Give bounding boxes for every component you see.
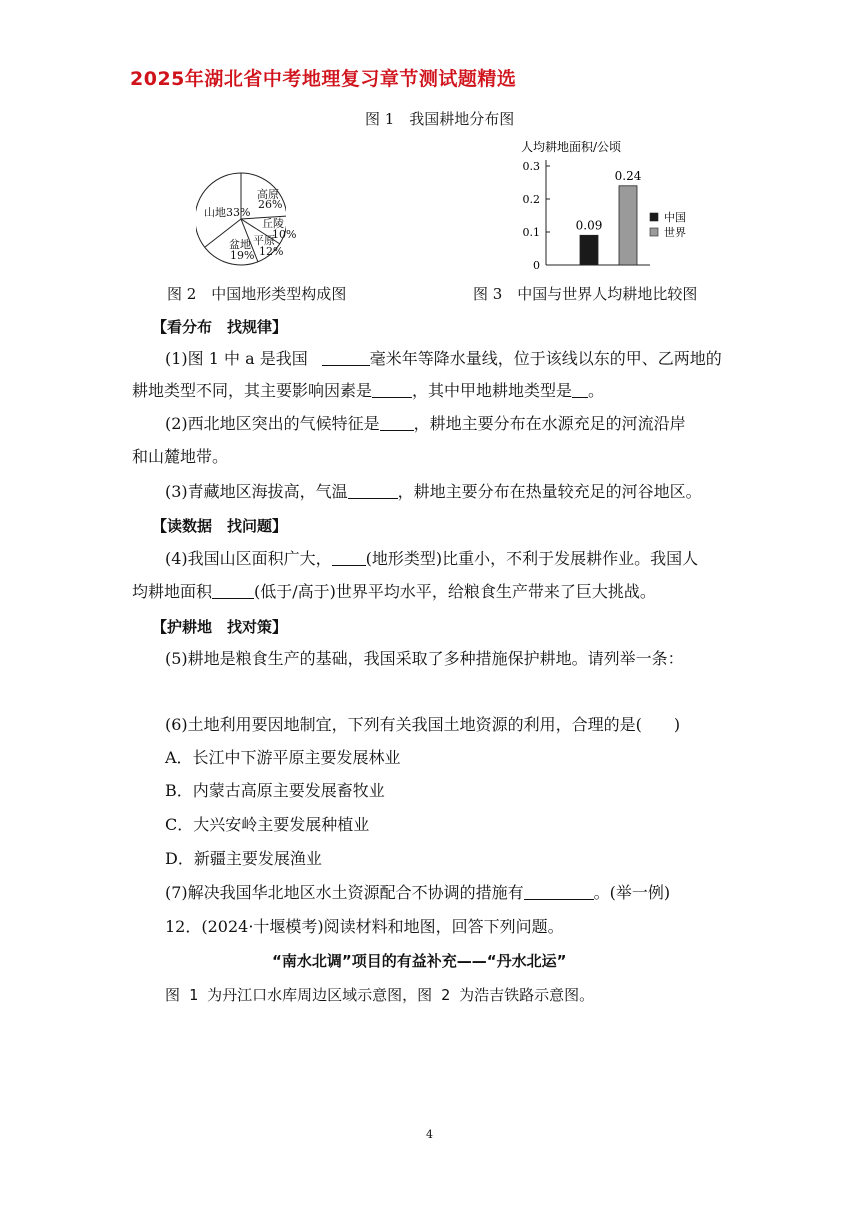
pie-pct-hill: 10%	[272, 228, 297, 241]
q1-text-d: ，其中甲地耕地类型是	[412, 381, 573, 400]
bar-world	[619, 186, 637, 265]
bar-china	[580, 235, 598, 265]
pie-label-hill: 丘陵	[262, 217, 284, 230]
q2-text-b: ，耕地主要分布在水源充足的河流沿岸	[413, 414, 686, 433]
q7-text-a: (7)解决我国华北地区水土资源配合不协调的措施有	[165, 883, 524, 902]
question-6-option-d[interactable]: D．新疆主要发展渔业	[165, 849, 322, 868]
q2-text-a: (2)西北地区突出的气候特征是	[165, 414, 380, 433]
figure2-caption: 图 2 中国地形类型构成图	[167, 285, 347, 303]
question-1-line-2	[132, 380, 604, 402]
question-4-line-1	[165, 548, 698, 570]
question-6-option-c[interactable]: C．大兴安岭主要发展种植业	[165, 815, 370, 834]
legend-label: 中国	[664, 211, 686, 224]
q1-blank-3[interactable]	[572, 381, 588, 398]
pie-pct-basin: 19%	[230, 249, 255, 262]
question-4-line-2	[132, 581, 656, 603]
question-7	[165, 882, 670, 904]
figure1-caption: 图 1 我国耕地分布图	[365, 110, 515, 128]
q3-text-b: ，耕地主要分布在热量较充足的河谷地区。	[397, 482, 702, 501]
bar-chart-tick-label: 0.3	[522, 160, 540, 173]
page-header: 2025年湖北省中考地理复习章节测试题精选	[130, 68, 517, 90]
question-3-line-1	[165, 481, 702, 503]
question-6-stem: (6)土地利用要因地制宜，下列有关我国土地资源的利用，合理的是( )	[165, 715, 681, 734]
bar-chart-tick-label: 0.1	[522, 226, 540, 239]
section-heading-data: 【读数据 找问题】	[152, 517, 288, 535]
bar-chart-tick-label: 0	[533, 259, 540, 272]
q4-text-a: (4)我国山区面积广大，	[165, 549, 332, 568]
q1-text-a: (1)图 1 中 a 是我国	[165, 349, 308, 368]
q1-blank-1[interactable]	[322, 349, 370, 366]
q1-blank-2[interactable]	[372, 381, 412, 398]
question-1-line-1	[165, 348, 722, 370]
pie-label-plateau: 高原	[257, 188, 279, 201]
bar-data-label: 0.09	[575, 218, 603, 233]
q2-blank-1[interactable]	[380, 414, 414, 431]
pie-pct-plateau: 26%	[258, 198, 283, 211]
q3-text-a: (3)青藏地区海拔高，气温	[165, 482, 348, 501]
pie-pct-plain: 12%	[259, 245, 284, 258]
pie-label-mountain: 山地33%	[204, 206, 251, 219]
q4-text-b: (地形类型)比重小，不利于发展耕作业。我国人	[365, 549, 699, 568]
pie-label-plain: 平原	[253, 234, 275, 247]
q4-text-c: 均耕地面积	[132, 582, 213, 601]
legend-label: 世界	[664, 226, 686, 239]
q7-text-b: 。(举一例)	[593, 883, 671, 902]
q7-blank-1[interactable]	[524, 883, 594, 900]
q4-blank-1[interactable]	[332, 549, 366, 566]
figure3-caption: 图 3 中国与世界人均耕地比较图	[473, 285, 698, 303]
q1-text-e: 。	[588, 381, 605, 400]
question-2-line-1	[165, 413, 686, 435]
question-6-option-b[interactable]: B．内蒙古高原主要发展畜牧业	[165, 781, 385, 800]
question-6-option-a[interactable]: A．长江中下游平原主要发展林业	[165, 748, 401, 767]
legend-swatch	[650, 213, 658, 221]
pie-label-basin: 盆地	[229, 238, 251, 251]
question-5: (5)耕地是粮食生产的基础，我国采取了多种措施保护耕地。请列举一条：	[165, 649, 684, 668]
bar-chart-ylabel: 人均耕地面积/公顷	[521, 140, 622, 154]
farmland-bar-chart	[500, 140, 710, 275]
page-number: 4	[426, 1128, 433, 1141]
question-12-intro: 12．(2024·十堰模考)阅读材料和地图，回答下列问题。	[165, 917, 564, 936]
q4-blank-2[interactable]	[212, 582, 254, 599]
question-2-line-2: 和山麓地带。	[132, 447, 229, 466]
q1-text-c: 耕地类型不同，其主要影响因素是	[132, 381, 373, 400]
section-heading-protection: 【护耕地 找对策】	[152, 618, 288, 636]
q4-text-d: (低于/高于)世界平均水平，给粮食生产带来了巨大挑战。	[254, 582, 656, 601]
q1-text-b: 毫米年等降水量线，位于该线以东的甲、乙两地的	[369, 349, 722, 368]
material-text: 图 1 为丹江口水库周边区域示意图，图 2 为浩吉铁路示意图。	[165, 986, 595, 1004]
bar-chart-tick-label: 0.2	[522, 193, 540, 206]
section-heading-distribution: 【看分布 找规律】	[152, 318, 288, 336]
q3-blank-1[interactable]	[348, 482, 398, 499]
legend-swatch	[650, 228, 658, 236]
material-title: “南水北调”项目的有益补充——“丹水北运”	[272, 952, 567, 970]
bar-data-label: 0.24	[614, 168, 642, 183]
